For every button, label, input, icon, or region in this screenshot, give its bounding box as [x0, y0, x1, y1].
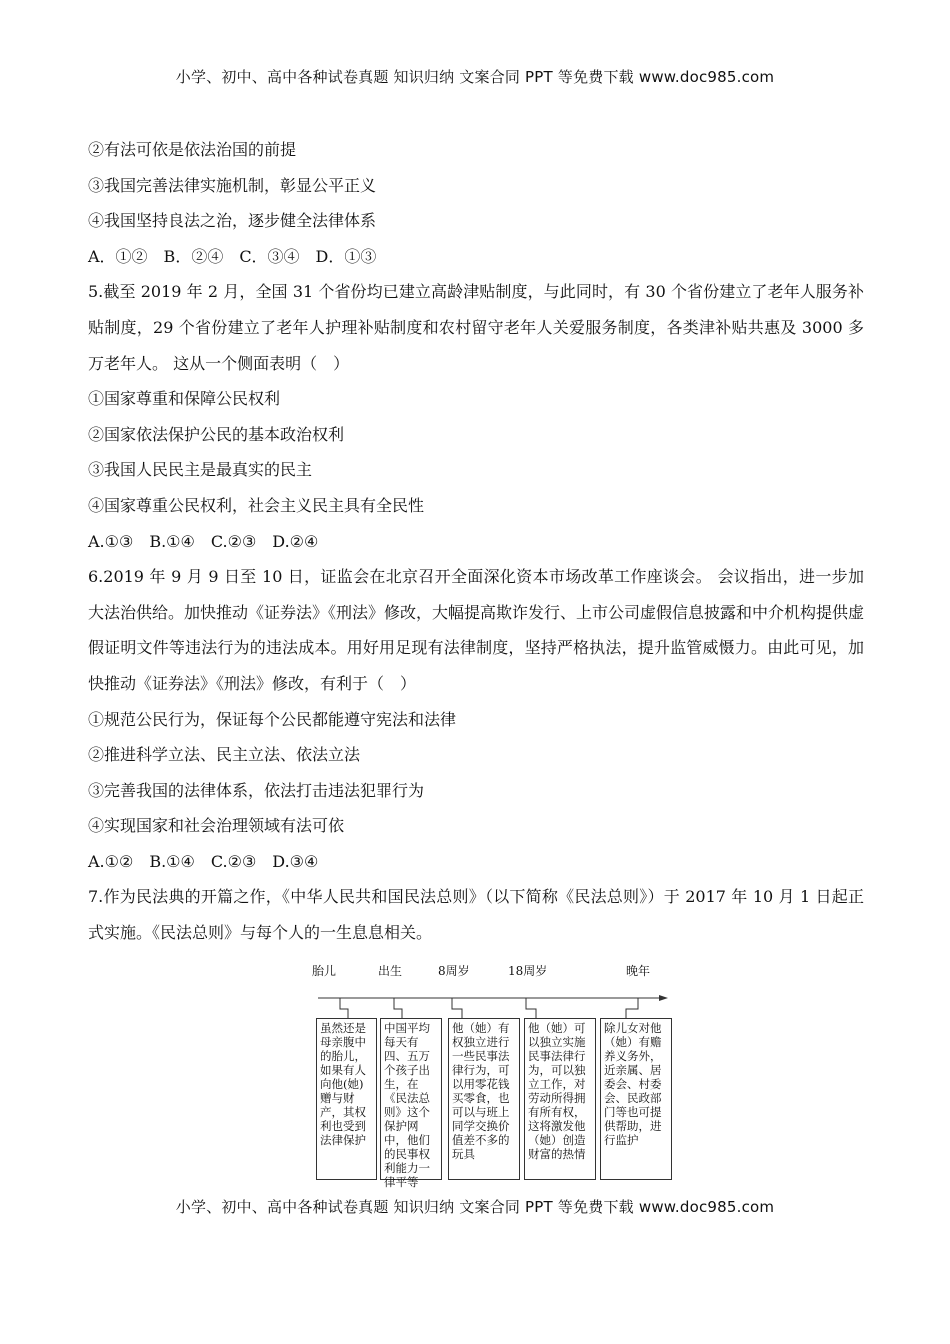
q5-options: A.①③ B.①④ C.②③ D.②④	[88, 531, 319, 551]
stage-label-old-age: 晚年	[626, 964, 651, 978]
q4-options: A．①② B．②④ C．③④ D．①③	[88, 246, 377, 266]
timeline-connector-old-age	[626, 998, 638, 1018]
timeline-connector-birth	[394, 998, 402, 1018]
q6-options: A.①② B.①④ C.②③ D.③④	[88, 851, 319, 871]
q4-item-4: ④我国坚持良法之治，逐步健全法律体系	[88, 211, 377, 231]
q4-item-2: ②有法可依是依法治国的前提	[88, 140, 297, 159]
q7-stem: 7.作为民法典的开篇之作，《中华人民共和国民法总则》（以下简称《民法总则》）于 2017 年 10 月 1 日起正式实施。《民法总则》与每个人的一生息息相关。	[88, 887, 864, 943]
q4-item-3: ③我国完善法律实施机制，彰显公平正义	[88, 175, 377, 195]
stage-label-age18: 18周岁	[508, 964, 548, 978]
q5-item-3: ③我国人民民主是最真实的民主	[88, 460, 313, 480]
q5-item-2: ②国家依法保护公民的基本政治权利	[88, 424, 345, 444]
stage-label-birth: 出生	[378, 964, 403, 978]
stage-label-fetus: 胎儿	[312, 964, 337, 978]
timeline-connector-fetus	[340, 998, 348, 1018]
timeline-box-old-age: 除儿女对他（她）有赡养义务外，近亲属、居委会、村委会、民政部门等也可提供帮助，进行监护	[600, 1018, 672, 1180]
question-content	[88, 132, 864, 951]
q6-item-2: ②推进科学立法、民主立法、依法立法	[88, 745, 361, 765]
timeline-box-age8: 他（她）有权独立进行一些民事法律行为，可以用零花钱买零食，也可以与班上同学交换价值差不多的玩具	[448, 1018, 520, 1180]
timeline-arrowhead	[659, 995, 668, 1001]
timeline-box-age18: 他（她）可以独立实施民事法律行为，可以独立工作，对劳动所得拥有所有权，这将激发他（她）创造财富的热情	[524, 1018, 596, 1180]
timeline-box-birth: 中国平均每天有四、五万个孩子出生，在《民法总则》这个保护网中，他们的民事权利能力一律平等	[380, 1018, 442, 1180]
q6-item-4: ④实现国家和社会治理领域有法可依	[88, 816, 345, 836]
q6-item-1: ①规范公民行为，保证每个公民都能遵守宪法和法律	[88, 709, 457, 729]
q6-item-3: ③完善我国的法律体系，依法打击违法犯罪行为	[88, 780, 425, 800]
q5-item-4: ④国家尊重公民权利，社会主义民主具有全民性	[88, 495, 425, 515]
q5-stem: 5.截至 2019 年 2 月，全国 31 个省份均已建立高龄津贴制度，与此同时，有 30 个省份建立了老年人服务补贴制度，29 个省份建立了老年人护理补贴制度和农村留守老年人关爱服务制度，各类津补贴共惠及 3000 多万老年人。 这从一个侧面表明（ ）	[88, 282, 864, 373]
timeline-connector-age18	[526, 998, 536, 1018]
page-header-banner: 小学、初中、高中各种试卷真题 知识归纳 文案合同 PPT 等免费下载 www.doc985.com	[175, 68, 775, 86]
timeline-connector-age8	[452, 998, 462, 1018]
q5-item-1: ①国家尊重和保障公民权利	[88, 389, 281, 409]
life-timeline-figure	[312, 963, 682, 1189]
stage-label-age8: 8周岁	[438, 964, 470, 978]
timeline-box-fetus: 虽然还是母亲腹中的胎儿，如果有人向他(她)赠与财产，其权利也受到法律保护	[316, 1018, 377, 1180]
page-footer-banner: 小学、初中、高中各种试卷真题 知识归纳 文案合同 PPT 等免费下载 www.doc985.com	[175, 1198, 775, 1216]
q6-stem: 6.2019 年 9 月 9 日至 10 日，证监会在北京召开全面深化资本市场改革工作座谈会。 会议指出，进一步加大法治供给。加快推动《证券法》《刑法》修改，大幅提高欺诈发行、上市公司虚假信息披露和中介机构提供虚假证明文件等违法行为的违法成本。用好用足现有法律制度，坚持严格执法，提升监管威慑力。由此可见，加快推动《证券法》《刑法》修改，有利于（ ）	[88, 567, 865, 693]
